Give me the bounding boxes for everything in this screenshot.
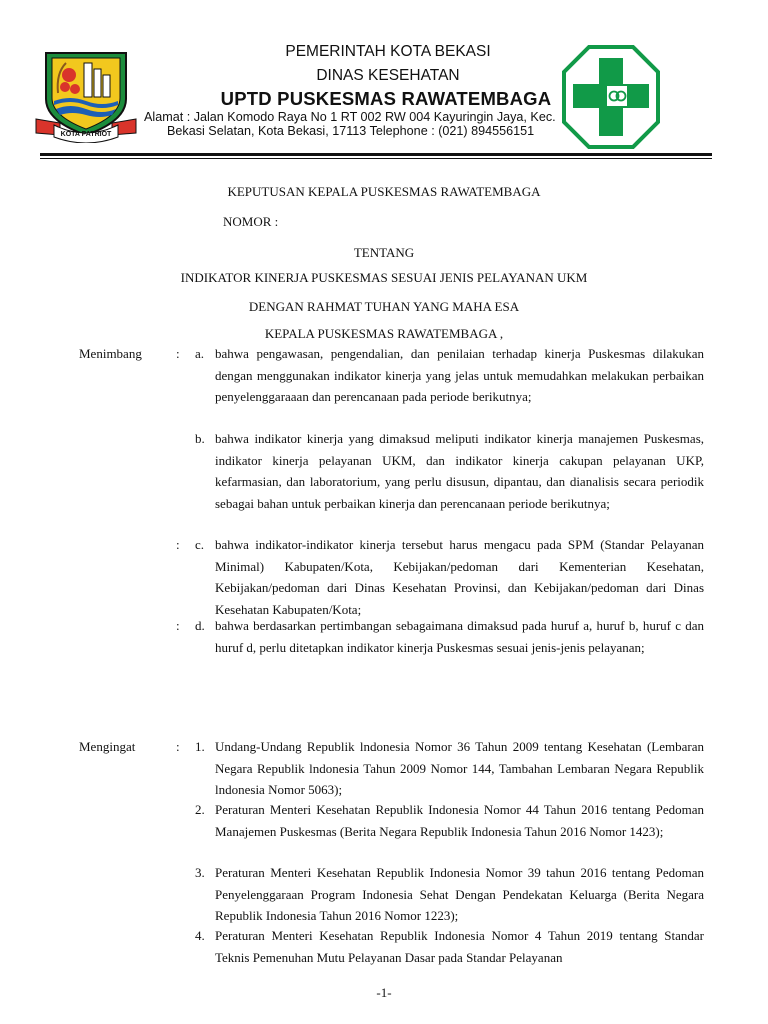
mengingat-mark-4: 4. xyxy=(195,928,205,943)
decree-issuer: KEPALA PUSKESMAS RAWATEMBAGA , xyxy=(264,326,504,341)
letterhead-divider-thin xyxy=(40,158,712,159)
mengingat-mark-1: 1. xyxy=(195,739,205,754)
decree-blessing: DENGAN RAHMAT TUHAN YANG MAHA ESA xyxy=(248,299,520,314)
decree-title: KEPUTUSAN KEPALA PUSKESMAS RAWATEMBAGA xyxy=(227,184,541,199)
letterhead-address-line1: Alamat : Jalan Komodo Raya No 1 RT 002 RW 004 Kayuringin Jaya, Kec. xyxy=(144,110,556,124)
menimbang-mark-c: c. xyxy=(195,537,205,552)
letterhead-department: DINAS KESEHATAN xyxy=(316,67,460,84)
mengingat-colon: : xyxy=(176,739,180,754)
mengingat-mark-3: 3. xyxy=(195,865,205,880)
puskesmas-logo-icon xyxy=(561,44,661,150)
menimbang-colon-d: : xyxy=(176,618,180,633)
menimbang-mark-d: d. xyxy=(195,618,205,633)
menimbang-label: Menimbang xyxy=(79,346,142,361)
letterhead-institution: UPTD PUSKESMAS RAWATEMBAGA xyxy=(220,88,552,109)
mengingat-label: Mengingat xyxy=(79,739,136,754)
menimbang-item-d: bahwa berdasarkan pertimbangan sebagaimana dimaksud pada huruf a, huruf b, huruf c dan huruf d, perlu ditetapkan indikator kinerja Puskesmas sesuai jenis-jenis pelayanan; xyxy=(215,618,704,655)
decree-subject: INDIKATOR KINERJA PUSKESMAS SESUAI JENIS PELAYANAN UKM xyxy=(180,270,588,285)
menimbang-mark-a: a. xyxy=(195,346,205,361)
menimbang-colon-c: : xyxy=(176,537,180,552)
menimbang-mark-b: b. xyxy=(195,431,205,446)
letterhead-government: PEMERINTAH KOTA BEKASI xyxy=(285,43,491,60)
letterhead-address-line2: Bekasi Selatan, Kota Bekasi, 17113 Telephone : (021) 894556151 xyxy=(167,124,535,138)
decree-about: TENTANG xyxy=(353,245,415,260)
page-number: -1- xyxy=(376,985,392,1000)
menimbang-colon-a: : xyxy=(176,346,180,361)
decree-number: NOMOR : xyxy=(223,214,279,229)
kota-bekasi-coat-of-arms-icon xyxy=(32,49,140,143)
coat-of-arms-banner-text: KOTA PATRIOT xyxy=(60,131,112,138)
mengingat-item-4: Peraturan Menteri Kesehatan Republik Indonesia Nomor 4 Tahun 2019 tentang Standar Teknis Pemenuhan Mutu Pelayanan Dasar pada Standar Pelayanan xyxy=(215,928,704,965)
menimbang-item-b: bahwa indikator kinerja yang dimaksud meliputi indikator kinerja manajemen Puskesmas, indikator kinerja pelayanan UKM, dan indikator kinerja cakupan pelayanan UKP, kefarmasian, dan laboratorium, yang perlu disusun, dipantau, dan dianalisis secara periodik sebagai bahan untuk perbaikan kinerja dan perencanaan periode berikutnya; xyxy=(215,431,704,511)
menimbang-item-a: bahwa pengawasan, pengendalian, dan penilaian terhadap kinerja Puskesmas dilakukan dengan menggunakan indikator kinerja yang jelas untuk memudahkan melakukan perbaikan penyelenggaraaan dan perencanaan pada periode berikutnya; xyxy=(215,346,704,404)
mengingat-mark-2: 2. xyxy=(195,802,205,817)
mengingat-item-1: Undang-Undang Republik lndonesia Nomor 36 Tahun 2009 tentang Kesehatan (Lembaran Negara Republik lndonesia Tahun 2009 Nomor 144, Tambahan Lembaran Negara Republik lndonesia Nomor 5063); xyxy=(215,739,704,797)
mengingat-item-2: Peraturan Menteri Kesehatan Republik Indonesia Nomor 44 Tahun 2016 tentang Pedoman Manajemen Puskesmas (Berita Negara Republik Indonesia Tahun 2016 Nomor 1423); xyxy=(215,802,704,839)
letterhead-divider-thick xyxy=(40,153,712,156)
mengingat-item-3: Peraturan Menteri Kesehatan Republik Indonesia Nomor 39 tahun 2016 tentang Pedoman Penyelenggaraan Program Indonesia Sehat Dengan Pendekatan Keluarga (Berita Negara Republik Indonesia Tahun 2016 Nomor 1223); xyxy=(215,865,704,923)
menimbang-item-c: bahwa indikator-indikator kinerja tersebut harus mengacu pada SPM (Standar Pelayanan Minimal) Kabupaten/Kota, Kebijakan/pedoman dari Kementerian Kesehatan, Kebijakan/pedoman dari Dinas Kesehatan Provinsi, dan Kebijakan/pedoman dari Dinas Kesehatan Kabupaten/Kota; xyxy=(215,537,704,617)
